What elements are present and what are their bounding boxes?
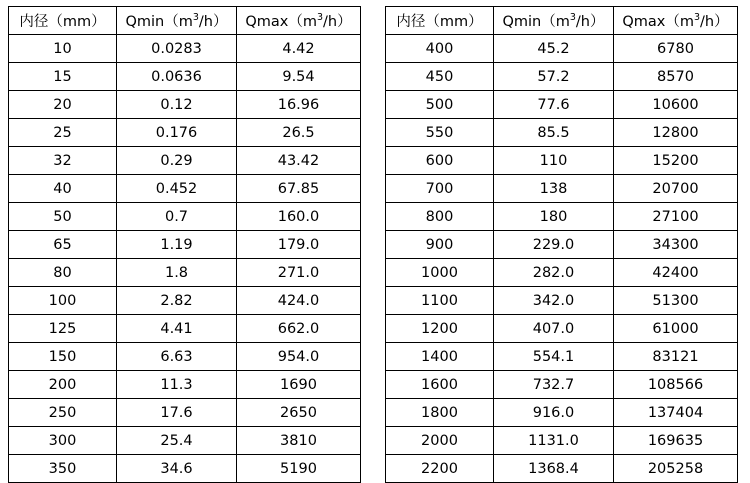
cell-qmin: 342.0 [494,287,614,315]
cell-diameter: 150 [9,343,117,371]
cell-qmax: 34300 [614,231,738,259]
cell-diameter: 1600 [386,371,494,399]
cell-qmax: 169635 [614,427,738,455]
table-row [386,147,738,175]
table-row [9,371,361,399]
cell-diameter: 80 [9,259,117,287]
qmin-exponent: 3 [192,12,199,24]
cell-qmin: 0.176 [117,119,237,147]
cell-qmax: 27100 [614,203,738,231]
cell-diameter: 700 [386,175,494,203]
table-row [9,455,361,483]
column-header-diameter: 内径（mm） [9,7,117,35]
cell-qmin: 554.1 [494,343,614,371]
cell-qmax: 67.85 [237,175,361,203]
cell-qmin: 45.2 [494,35,614,63]
cell-qmin: 916.0 [494,399,614,427]
table-row [386,287,738,315]
table-row [9,343,361,371]
column-header-diameter: 内径（mm） [386,7,494,35]
cell-qmin: 229.0 [494,231,614,259]
cell-diameter: 550 [386,119,494,147]
cell-qmax: 1690 [237,371,361,399]
cell-diameter: 200 [9,371,117,399]
cell-diameter: 500 [386,91,494,119]
cell-diameter: 40 [9,175,117,203]
cell-qmin: 0.29 [117,147,237,175]
table-row [386,35,738,63]
cell-qmin: 77.6 [494,91,614,119]
table-row [386,455,738,483]
cell-qmax: 15200 [614,147,738,175]
table-row [9,231,361,259]
qmin-prefix: Qmin（m [502,14,570,30]
left-table [8,6,361,483]
cell-diameter: 25 [9,119,117,147]
cell-diameter: 800 [386,203,494,231]
cell-diameter: 125 [9,315,117,343]
cell-qmax: 8570 [614,63,738,91]
cell-qmin: 85.5 [494,119,614,147]
cell-qmax: 424.0 [237,287,361,315]
cell-diameter: 900 [386,231,494,259]
table-row [9,315,361,343]
cell-qmin: 1368.4 [494,455,614,483]
cell-qmax: 20700 [614,175,738,203]
table-row [386,315,738,343]
cell-diameter: 1000 [386,259,494,287]
cell-diameter: 450 [386,63,494,91]
qmin-prefix: Qmin（m [125,14,193,30]
table-row [386,203,738,231]
table-header-row [386,7,738,35]
table-row [386,343,738,371]
cell-diameter: 10 [9,35,117,63]
cell-qmin: 17.6 [117,399,237,427]
cell-qmax: 954.0 [237,343,361,371]
cell-diameter: 2200 [386,455,494,483]
cell-diameter: 100 [9,287,117,315]
right-table-head [386,7,738,35]
cell-qmax: 3810 [237,427,361,455]
cell-qmax: 2650 [237,399,361,427]
cell-qmin: 11.3 [117,371,237,399]
cell-qmin: 407.0 [494,315,614,343]
cell-qmax: 179.0 [237,231,361,259]
cell-qmax: 160.0 [237,203,361,231]
table-row [9,175,361,203]
table-row [9,427,361,455]
table-row [9,119,361,147]
table-row [386,231,738,259]
cell-qmin: 0.12 [117,91,237,119]
qmax-exponent: 3 [317,12,324,24]
cell-diameter: 50 [9,203,117,231]
cell-diameter: 65 [9,231,117,259]
cell-diameter: 1400 [386,343,494,371]
cell-qmin: 34.6 [117,455,237,483]
left-table-body [9,35,361,483]
cell-qmax: 51300 [614,287,738,315]
qmin-suffix: /h） [575,14,605,30]
cell-qmin: 1.19 [117,231,237,259]
column-header-qmin [494,7,614,35]
qmax-suffix: /h） [323,14,352,30]
cell-qmin: 0.7 [117,203,237,231]
cell-qmax: 4.42 [237,35,361,63]
cell-qmin: 1131.0 [494,427,614,455]
table-row [9,203,361,231]
left-table-head [9,7,361,35]
column-header-qmin [117,7,237,35]
cell-qmin: 0.452 [117,175,237,203]
table-row [386,175,738,203]
cell-qmin: 110 [494,147,614,175]
cell-diameter: 350 [9,455,117,483]
qmax-suffix: /h） [700,14,729,30]
table-row [9,147,361,175]
table-row [386,427,738,455]
table-row [386,259,738,287]
cell-qmax: 26.5 [237,119,361,147]
cell-diameter: 20 [9,91,117,119]
cell-qmin: 57.2 [494,63,614,91]
cell-qmax: 271.0 [237,259,361,287]
cell-qmin: 2.82 [117,287,237,315]
table-row [9,63,361,91]
cell-qmax: 5190 [237,455,361,483]
table-row [386,63,738,91]
cell-diameter: 400 [386,35,494,63]
cell-qmin: 1.8 [117,259,237,287]
cell-qmax: 205258 [614,455,738,483]
cell-diameter: 32 [9,147,117,175]
cell-diameter: 1800 [386,399,494,427]
cell-qmin: 0.0283 [117,35,237,63]
cell-diameter: 1200 [386,315,494,343]
cell-qmin: 6.63 [117,343,237,371]
table-row [9,259,361,287]
cell-qmax: 137404 [614,399,738,427]
cell-qmax: 42400 [614,259,738,287]
cell-qmin: 732.7 [494,371,614,399]
table-row [386,91,738,119]
right-table [385,6,738,483]
table-row [9,287,361,315]
qmin-exponent: 3 [569,12,576,24]
table-row [386,399,738,427]
cell-qmax: 83121 [614,343,738,371]
table-row [9,35,361,63]
cell-qmax: 16.96 [237,91,361,119]
cell-qmax: 61000 [614,315,738,343]
cell-qmin: 180 [494,203,614,231]
table-row [9,91,361,119]
qmax-exponent: 3 [694,12,701,24]
right-table-body [386,35,738,483]
cell-qmax: 43.42 [237,147,361,175]
cell-diameter: 250 [9,399,117,427]
cell-qmax: 10600 [614,91,738,119]
cell-diameter: 600 [386,147,494,175]
qmin-suffix: /h） [198,14,228,30]
qmax-prefix: Qmax（m [245,14,317,30]
column-header-qmax [237,7,361,35]
cell-qmin: 25.4 [117,427,237,455]
cell-qmax: 9.54 [237,63,361,91]
cell-diameter: 300 [9,427,117,455]
qmax-prefix: Qmax（m [622,14,694,30]
cell-qmax: 12800 [614,119,738,147]
cell-qmax: 6780 [614,35,738,63]
cell-qmin: 0.0636 [117,63,237,91]
cell-diameter: 1100 [386,287,494,315]
cell-qmin: 282.0 [494,259,614,287]
table-header-row [9,7,361,35]
cell-qmin: 138 [494,175,614,203]
cell-qmax: 108566 [614,371,738,399]
cell-qmin: 4.41 [117,315,237,343]
column-header-qmax [614,7,738,35]
table-row [386,119,738,147]
table-row [386,371,738,399]
cell-qmax: 662.0 [237,315,361,343]
cell-diameter: 15 [9,63,117,91]
cell-diameter: 2000 [386,427,494,455]
table-row [9,399,361,427]
